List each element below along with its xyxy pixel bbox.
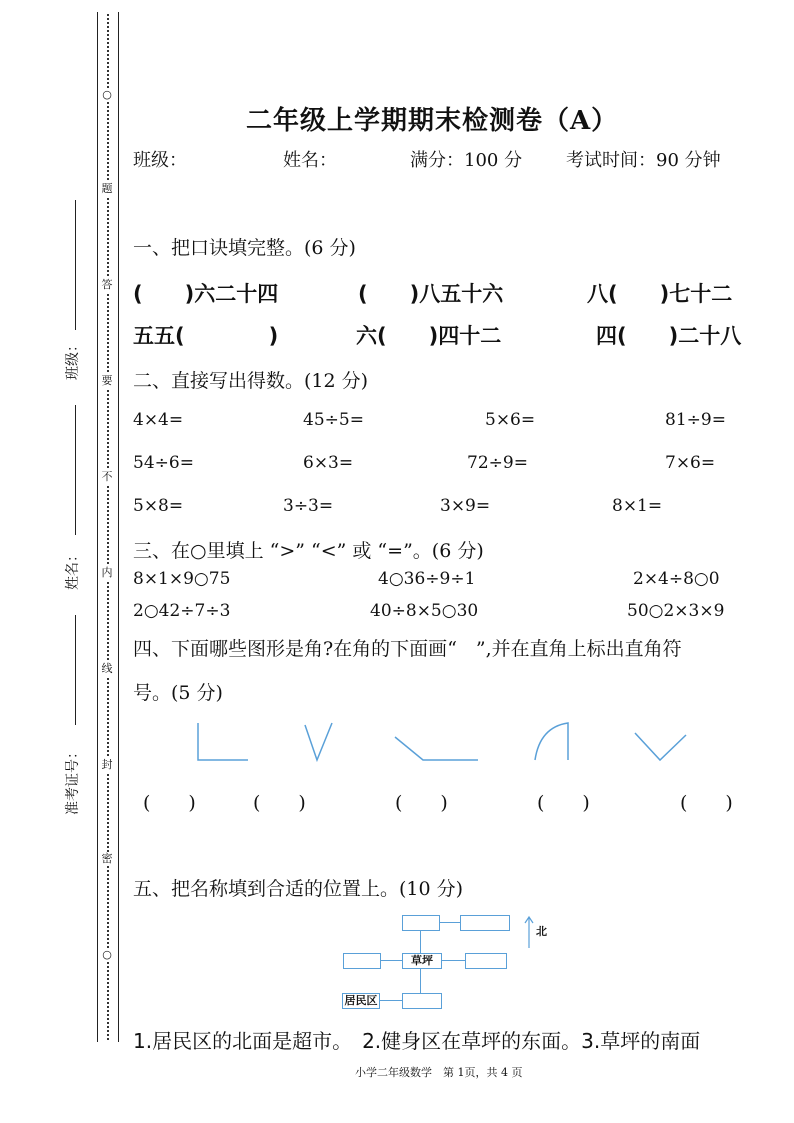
calc-item[interactable]: 3×9=: [440, 496, 491, 516]
page-footer: 小学二年级数学 第 1页，共 4 页: [355, 1066, 523, 1079]
class-field-label: 班级：: [65, 338, 81, 380]
map-connector: [420, 930, 421, 953]
calc-item[interactable]: 4×4=: [133, 410, 184, 430]
calc-item[interactable]: 3÷3=: [283, 496, 334, 516]
calc-item[interactable]: 5×6=: [485, 410, 536, 430]
calc-item[interactable]: 6×3=: [303, 453, 354, 473]
calc-item[interactable]: 8×1=: [612, 496, 663, 516]
name-field-line[interactable]: [75, 405, 76, 535]
map-clues: 1.居民区的北面是超市。 2.健身区在草坪的东面。3.草坪的南面: [133, 1029, 701, 1053]
angle-answer-blank-5[interactable]: ( ): [680, 792, 733, 814]
compare-item[interactable]: 2×4÷8○0: [633, 569, 720, 589]
calc-item[interactable]: 7×6=: [665, 453, 716, 473]
calc-item[interactable]: 5×8=: [133, 496, 184, 516]
seal-circle-top: ○: [100, 88, 114, 102]
angle-answer-blank-2[interactable]: ( ): [253, 792, 306, 814]
map-box-south[interactable]: [402, 993, 442, 1009]
figure-right-angle-2: [635, 733, 686, 760]
compare-item[interactable]: 4○36÷9÷1: [378, 569, 476, 589]
map-box-north-1[interactable]: [402, 915, 440, 931]
angle-figures: [180, 715, 720, 775]
rhyme-blank-1[interactable]: ( )六二十四: [133, 282, 279, 306]
section5-heading: 五、把名称填到合适的位置上。(10 分): [133, 878, 464, 900]
map-box-west[interactable]: [343, 953, 381, 969]
name-field-label: 姓名：: [65, 548, 81, 590]
seal-circle-bottom: ○: [100, 948, 114, 962]
section3-heading: 三、在○里填上 “>” “<” 或 “=”。(6 分): [133, 540, 484, 562]
exam-no-field-line[interactable]: [75, 615, 76, 725]
map-box-north-2[interactable]: [460, 915, 510, 931]
seal-char-bu: 不: [101, 470, 113, 483]
compare-item[interactable]: 8×1×9○75: [133, 569, 231, 589]
exam-time: 考试时间：90 分钟: [566, 150, 721, 171]
exam-no-field-label: 准考证号：: [65, 745, 81, 815]
angle-answer-blank-4[interactable]: ( ): [537, 792, 590, 814]
page-title: 二年级上学期期末检测卷（A）: [246, 106, 619, 136]
north-label: 北: [536, 925, 547, 938]
rhyme-blank-4[interactable]: 五五( ): [133, 324, 279, 348]
figure-right-angle: [198, 723, 248, 760]
map-box-east[interactable]: [465, 953, 507, 969]
seal-char-feng: 封: [101, 758, 113, 771]
seal-char-ti: 题: [101, 182, 113, 195]
section1-heading: 一、把口诀填完整。(6 分): [133, 237, 356, 259]
calc-item[interactable]: 45÷5=: [303, 410, 364, 430]
figure-obtuse-angle: [395, 737, 478, 760]
compare-item[interactable]: 50○2×3×9: [627, 601, 725, 621]
north-arrow-icon: [523, 915, 535, 949]
class-field-line[interactable]: [75, 200, 76, 330]
calc-item[interactable]: 81÷9=: [665, 410, 726, 430]
figure-acute-angle: [305, 723, 332, 760]
calc-item[interactable]: 54÷6=: [133, 453, 194, 473]
seal-dotted-line: [107, 14, 109, 1040]
rhyme-blank-2[interactable]: ( )八五十六: [358, 282, 504, 306]
rhyme-blank-3[interactable]: 八( )七十二: [587, 282, 733, 306]
seal-char-nei: 内: [101, 566, 113, 579]
map-connector: [380, 960, 402, 961]
map-connector: [441, 960, 465, 961]
section4-heading-line1: 四、下面哪些图形是角?在角的下面画“ ”,并在直角上标出直角符: [133, 638, 682, 660]
name-label: 姓名：: [283, 150, 337, 171]
map-label-residential: 居民区: [342, 993, 380, 1009]
compare-item[interactable]: 2○42÷7÷3: [133, 601, 231, 621]
full-score: 满分：100 分: [410, 150, 523, 171]
seal-char-mi: 密: [101, 852, 113, 865]
section4-heading-line2: 号。(5 分): [133, 682, 223, 704]
rhyme-blank-5[interactable]: 六( )四十二: [356, 324, 502, 348]
section2-heading: 二、直接写出得数。(12 分): [133, 370, 369, 392]
compare-item[interactable]: 40÷8×5○30: [370, 601, 479, 621]
figure-curve: [535, 723, 568, 760]
rhyme-blank-6[interactable]: 四( )二十八: [596, 324, 742, 348]
map-connector: [420, 968, 421, 993]
map-label-lawn: 草坪: [402, 953, 442, 969]
calc-item[interactable]: 72÷9=: [467, 453, 528, 473]
map-connector: [379, 1000, 402, 1001]
seal-char-xian: 线: [101, 662, 113, 675]
map-connector: [439, 922, 460, 923]
angle-answer-blank-3[interactable]: ( ): [395, 792, 448, 814]
class-label: 班级：: [133, 150, 187, 171]
seal-char-da: 答: [101, 278, 113, 291]
seal-char-yao: 要: [101, 374, 113, 387]
angle-answer-blank-1[interactable]: ( ): [143, 792, 196, 814]
